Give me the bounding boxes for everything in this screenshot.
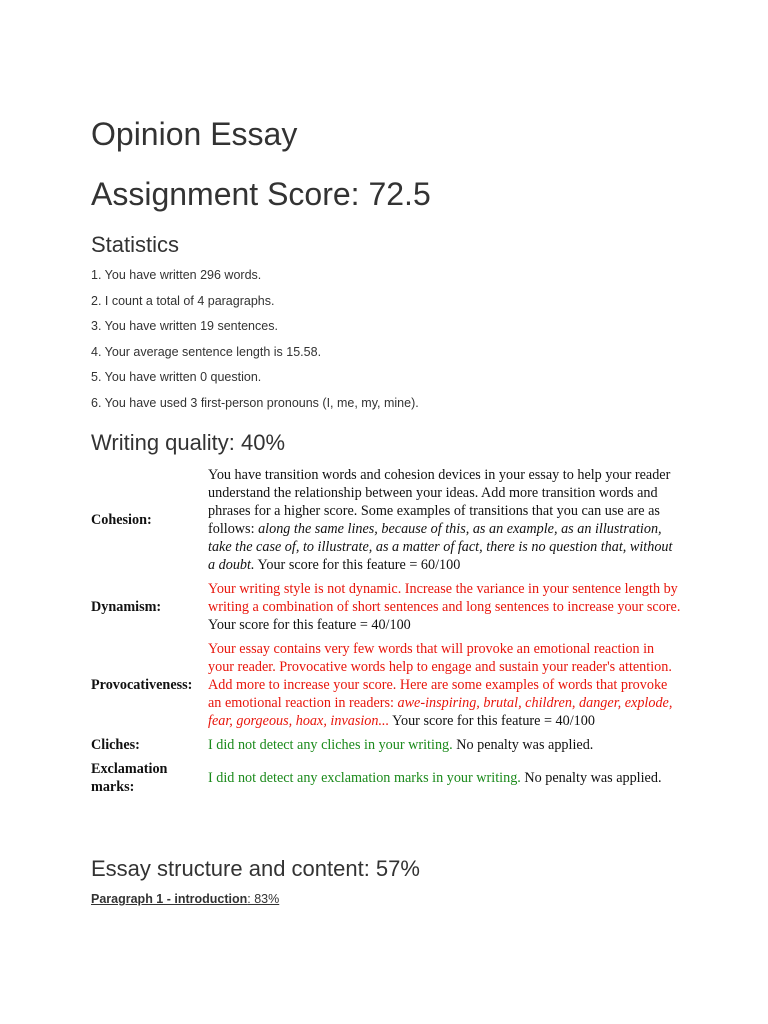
cliches-penalty: No penalty was applied.	[452, 737, 594, 753]
exclamation-feedback	[208, 760, 681, 802]
list-item: 1. You have written 296 words.	[91, 268, 262, 282]
provocativeness-label: Provocativeness:	[91, 677, 193, 693]
cohesion-examples: along the same lines, because of this, as an example, as an illustration, take the case of, to illustrate, as a matter of fact, there is no question that, without a doubt.	[208, 521, 673, 573]
provocativeness-score: Your score for this feature = 40/100	[389, 713, 595, 729]
paragraph-1-score: : 83%	[247, 892, 280, 906]
assignment-score-heading: Assignment Score: 72.5	[91, 176, 431, 212]
paragraph-1-label: Paragraph 1 - introduction	[91, 892, 248, 906]
essay-structure-heading: Essay structure and content: 57%	[91, 856, 420, 881]
provocativeness-text: Your essay contains very few words that will provoke an emotional reaction in your reader. Provocative words help to engage and sustain your reader's attention. Add more to increase your score. Here are some examples of words that provoke an emotional reaction in readers:	[208, 641, 672, 711]
page-title: Opinion Essay	[91, 116, 298, 152]
statistics-heading: Statistics	[91, 232, 180, 257]
statistics-list	[91, 267, 419, 420]
table-row	[91, 466, 681, 580]
exclamation-text: I did not detect any exclamation marks in your writing.	[208, 770, 521, 786]
exclamation-label: Exclamation marks:	[91, 761, 168, 795]
exclamation-penalty: No penalty was applied.	[520, 770, 662, 786]
cohesion-score: Your score for this feature = 60/100	[254, 557, 461, 573]
table-row	[91, 640, 681, 736]
table-row	[91, 736, 681, 760]
cliches-text: I did not detect any cliches in your writing.	[208, 737, 453, 753]
list-item: 2. I count a total of 4 paragraphs.	[91, 293, 275, 308]
provocativeness-examples: awe-inspiring, brutal, children, danger, explode, fear, gorgeous, hoax, invasion...	[208, 695, 673, 729]
dynamism-feedback	[208, 580, 681, 640]
list-item: 5. You have written 0 question.	[91, 370, 262, 384]
cliches-label: Cliches:	[91, 737, 140, 753]
cohesion-text: You have transition words and cohesion devices in your essay to help your reader understand the relationship between your ideas. Add more transition words and phrases for a higher score. Some examples of transitions that you can use are as follows:	[208, 467, 671, 537]
provocativeness-feedback	[208, 640, 681, 736]
dynamism-text: Your writing style is not dynamic. Increase the variance in your sentence length by writing a combination of short sentences and long sentences to increase your score.	[208, 581, 681, 615]
list-item: 4. Your average sentence length is 15.58.	[91, 344, 322, 359]
dynamism-label: Dynamism:	[91, 599, 162, 615]
table-row	[91, 760, 681, 802]
cohesion-label: Cohesion:	[91, 512, 152, 528]
table-row	[91, 580, 681, 640]
cliches-feedback	[208, 736, 681, 760]
list-item: 3. You have written 19 sentences.	[91, 319, 278, 333]
dynamism-score: Your score for this feature = 40/100	[208, 617, 411, 633]
writing-quality-heading: Writing quality: 40%	[91, 430, 286, 455]
writing-quality-table	[91, 466, 681, 802]
paragraph-1-link[interactable]	[91, 892, 279, 906]
list-item: 6. You have used 3 first-person pronouns (I, me, my, mine).	[91, 395, 419, 410]
cohesion-feedback	[208, 466, 681, 580]
